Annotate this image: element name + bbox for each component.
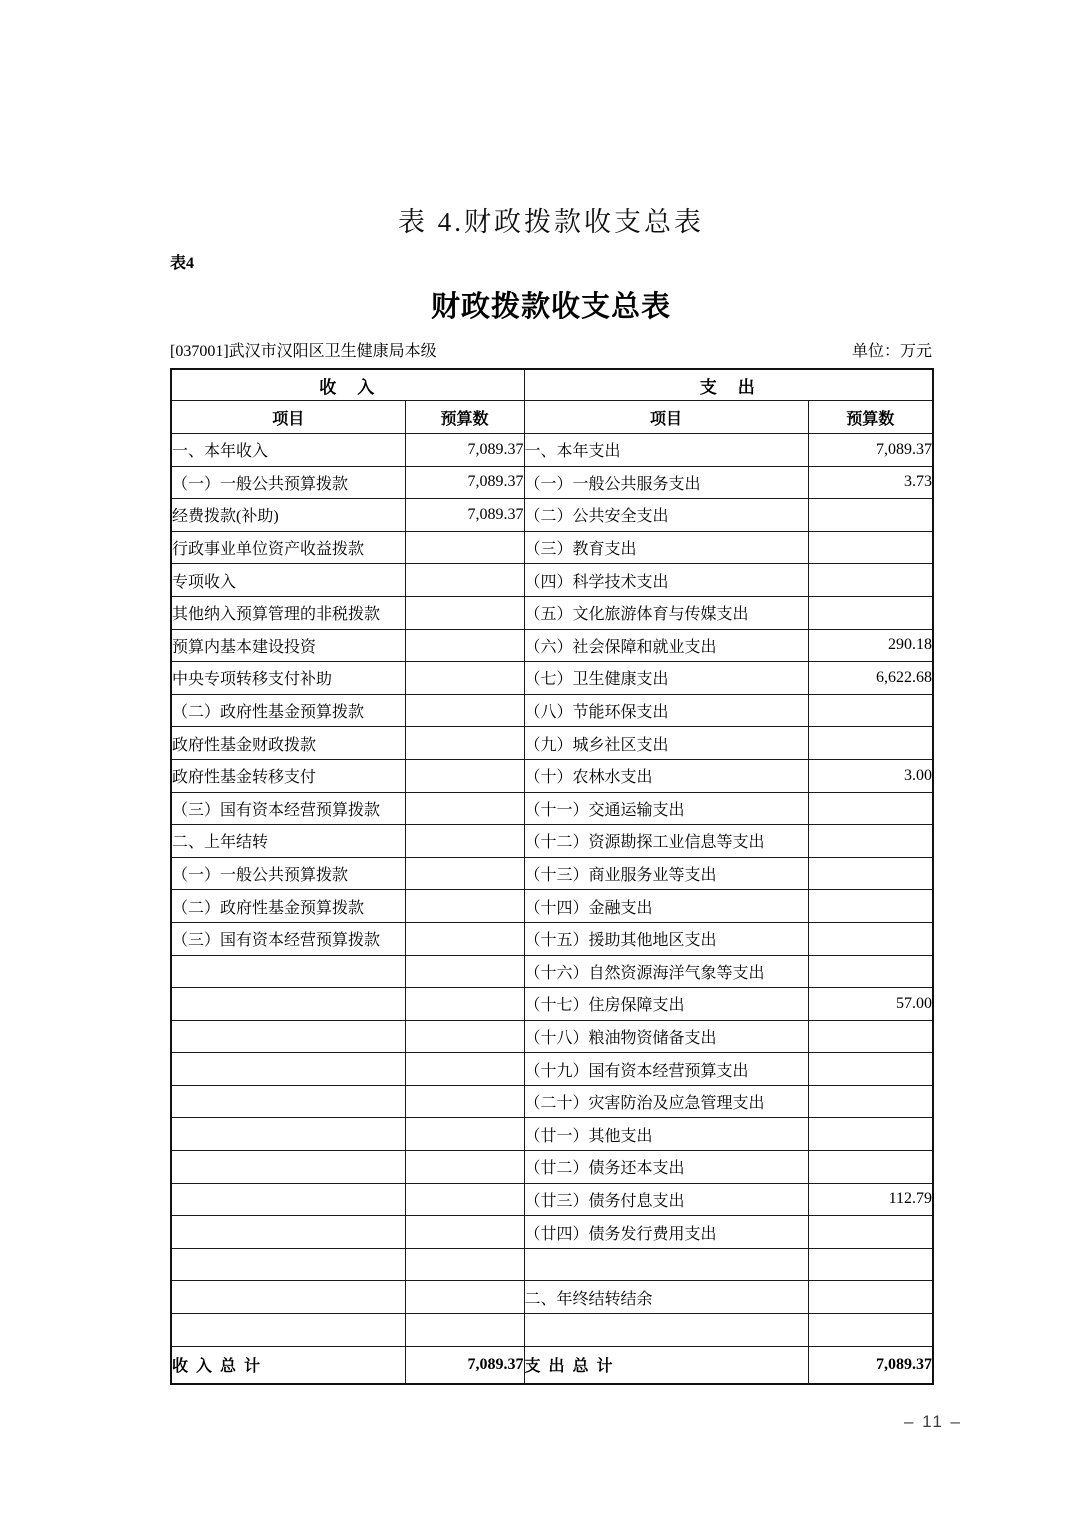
- income-value-cell: [405, 1151, 524, 1184]
- budget-table: [170, 368, 934, 1385]
- table-row: [171, 1053, 933, 1086]
- income-value-cell: [405, 1248, 524, 1281]
- expenditure-budget-header: 预算数: [808, 401, 933, 434]
- expenditure-item-cell: （二）公共安全支出: [524, 499, 808, 532]
- expenditure-value-cell: [808, 1118, 933, 1151]
- table-row: [171, 564, 933, 597]
- expenditure-item-cell: （六）社会保障和就业支出: [524, 629, 808, 662]
- income-value-cell: [405, 955, 524, 988]
- income-item-cell: （三）国有资本经营预算拨款: [171, 792, 405, 825]
- income-value-cell: [405, 1085, 524, 1118]
- expenditure-item-cell: （十九）国有资本经营预算支出: [524, 1053, 808, 1086]
- expenditure-item-cell: 一、本年支出: [524, 434, 808, 467]
- income-budget-header: 预算数: [405, 401, 524, 434]
- table-row: [171, 759, 933, 792]
- expenditure-value-cell: 3.73: [808, 466, 933, 499]
- income-item-header: 项目: [171, 401, 405, 434]
- expenditure-total-label: 支 出 总 计: [524, 1346, 808, 1384]
- income-value-cell: 7,089.37: [405, 499, 524, 532]
- expenditure-item-cell: （九）城乡社区支出: [524, 727, 808, 760]
- income-value-cell: [405, 662, 524, 695]
- income-item-cell: 二、上年结转: [171, 825, 405, 858]
- column-header-row: [171, 401, 933, 434]
- expenditure-value-cell: [808, 792, 933, 825]
- table-row: [171, 662, 933, 695]
- expenditure-item-cell: （十七）住房保障支出: [524, 988, 808, 1021]
- page-number: – 11 –: [903, 1412, 962, 1431]
- table-row: [171, 466, 933, 499]
- income-item-cell: [171, 1053, 405, 1086]
- income-item-cell: 专项收入: [171, 564, 405, 597]
- expenditure-value-cell: [808, 727, 933, 760]
- table-row: [171, 988, 933, 1021]
- expenditure-value-cell: 57.00: [808, 988, 933, 1021]
- income-value-cell: [405, 694, 524, 727]
- expenditure-value-cell: [808, 1216, 933, 1249]
- expenditure-value-cell: [808, 1314, 933, 1347]
- income-item-cell: [171, 1118, 405, 1151]
- expenditure-item-cell: （廿三）债务付息支出: [524, 1183, 808, 1216]
- table-row: [171, 434, 933, 467]
- income-item-cell: 政府性基金转移支付: [171, 759, 405, 792]
- income-value-cell: [405, 1183, 524, 1216]
- table-row: [171, 1151, 933, 1184]
- expenditure-item-cell: （廿一）其他支出: [524, 1118, 808, 1151]
- expenditure-value-cell: 7,089.37: [808, 434, 933, 467]
- table-row: [171, 922, 933, 955]
- expenditure-item-cell: [524, 1248, 808, 1281]
- income-value-cell: [405, 1216, 524, 1249]
- table-row: [171, 1216, 933, 1249]
- income-item-cell: [171, 1281, 405, 1314]
- expenditure-item-cell: （十五）援助其他地区支出: [524, 922, 808, 955]
- expenditure-value-cell: [808, 1053, 933, 1086]
- expenditure-value-cell: [808, 564, 933, 597]
- expenditure-item-cell: （十四）金融支出: [524, 890, 808, 923]
- table-row: [171, 694, 933, 727]
- table-row: [171, 531, 933, 564]
- expenditure-item-cell: [524, 1314, 808, 1347]
- table-row: [171, 1118, 933, 1151]
- income-item-cell: 政府性基金财政拨款: [171, 727, 405, 760]
- expenditure-section-header: 支 出: [524, 369, 933, 401]
- expenditure-item-cell: （廿四）债务发行费用支出: [524, 1216, 808, 1249]
- table-row: [171, 1248, 933, 1281]
- income-item-cell: 经费拨款(补助): [171, 499, 405, 532]
- expenditure-value-cell: [808, 857, 933, 890]
- expenditure-item-cell: （七）卫生健康支出: [524, 662, 808, 695]
- expenditure-item-cell: （十六）自然资源海洋气象等支出: [524, 955, 808, 988]
- income-value-cell: [405, 629, 524, 662]
- expenditure-item-cell: （十三）商业服务业等支出: [524, 857, 808, 890]
- income-value-cell: [405, 564, 524, 597]
- income-section-header: 收 入: [171, 369, 524, 401]
- income-value-cell: [405, 825, 524, 858]
- expenditure-item-cell: （廿二）债务还本支出: [524, 1151, 808, 1184]
- section-header-row: [171, 369, 933, 401]
- income-item-cell: [171, 1216, 405, 1249]
- income-item-cell: 其他纳入预算管理的非税拨款: [171, 596, 405, 629]
- table-row: [171, 857, 933, 890]
- expenditure-value-cell: [808, 1020, 933, 1053]
- income-value-cell: [405, 792, 524, 825]
- income-item-cell: [171, 955, 405, 988]
- income-value-cell: [405, 759, 524, 792]
- expenditure-item-cell: （十二）资源勘探工业信息等支出: [524, 825, 808, 858]
- income-item-cell: [171, 988, 405, 1021]
- income-item-cell: [171, 1020, 405, 1053]
- income-item-cell: [171, 1183, 405, 1216]
- table-row: [171, 1020, 933, 1053]
- expenditure-value-cell: [808, 955, 933, 988]
- income-total-value: 7,089.37: [405, 1346, 524, 1384]
- expenditure-value-cell: [808, 1281, 933, 1314]
- expenditure-item-cell: （五）文化旅游体育与传媒支出: [524, 596, 808, 629]
- expenditure-item-cell: （四）科学技术支出: [524, 564, 808, 597]
- income-item-cell: [171, 1151, 405, 1184]
- income-item-cell: （二）政府性基金预算拨款: [171, 890, 405, 923]
- income-item-cell: 一、本年收入: [171, 434, 405, 467]
- expenditure-value-cell: [808, 596, 933, 629]
- income-item-cell: [171, 1248, 405, 1281]
- table-row: [171, 1314, 933, 1347]
- income-item-cell: （一）一般公共预算拨款: [171, 466, 405, 499]
- income-item-cell: 预算内基本建设投资: [171, 629, 405, 662]
- income-item-cell: （一）一般公共预算拨款: [171, 857, 405, 890]
- income-value-cell: [405, 1020, 524, 1053]
- expenditure-value-cell: 290.18: [808, 629, 933, 662]
- total-row: [171, 1346, 933, 1384]
- table-row: [171, 792, 933, 825]
- expenditure-value-cell: 112.79: [808, 1183, 933, 1216]
- income-item-cell: [171, 1314, 405, 1347]
- table-row: [171, 499, 933, 532]
- table-row: [171, 596, 933, 629]
- expenditure-value-cell: [808, 694, 933, 727]
- expenditure-value-cell: [808, 531, 933, 564]
- expenditure-item-cell: （十）农林水支出: [524, 759, 808, 792]
- income-value-cell: [405, 1053, 524, 1086]
- unit-label: 单位：万元: [851, 343, 932, 360]
- table-row: [171, 629, 933, 662]
- income-value-cell: [405, 857, 524, 890]
- expenditure-value-cell: [808, 1085, 933, 1118]
- expenditure-value-cell: [808, 499, 933, 532]
- income-value-cell: [405, 890, 524, 923]
- document-content: [170, 204, 932, 1385]
- expenditure-value-cell: [808, 1248, 933, 1281]
- expenditure-value-cell: [808, 890, 933, 923]
- income-value-cell: [405, 727, 524, 760]
- table-row: [171, 825, 933, 858]
- table-row: [171, 727, 933, 760]
- table-row: [171, 1281, 933, 1314]
- document-title: 表 4.财政拨款收支总表: [398, 207, 704, 237]
- expenditure-value-cell: 3.00: [808, 759, 933, 792]
- income-value-cell: [405, 596, 524, 629]
- income-value-cell: 7,089.37: [405, 434, 524, 467]
- expenditure-value-cell: [808, 1151, 933, 1184]
- income-value-cell: [405, 1314, 524, 1347]
- expenditure-item-cell: （十八）粮油物资储备支出: [524, 1020, 808, 1053]
- income-value-cell: [405, 922, 524, 955]
- expenditure-item-header: 项目: [524, 401, 808, 434]
- income-value-cell: 7,089.37: [405, 466, 524, 499]
- expenditure-item-cell: （二十）灾害防治及应急管理支出: [524, 1085, 808, 1118]
- expenditure-item-cell: （三）教育支出: [524, 531, 808, 564]
- expenditure-value-cell: [808, 922, 933, 955]
- income-item-cell: （三）国有资本经营预算拨款: [171, 922, 405, 955]
- income-total-label: 收 入 总 计: [171, 1346, 405, 1384]
- income-value-cell: [405, 988, 524, 1021]
- income-value-cell: [405, 531, 524, 564]
- table-row: [171, 1085, 933, 1118]
- table-main-title: 财政拨款收支总表: [430, 291, 671, 323]
- expenditure-item-cell: （八）节能环保支出: [524, 694, 808, 727]
- table-body: [171, 434, 933, 1347]
- expenditure-value-cell: [808, 825, 933, 858]
- income-item-cell: 中央专项转移支付补助: [171, 662, 405, 695]
- table-row: [171, 1183, 933, 1216]
- table-row: [171, 955, 933, 988]
- income-item-cell: [171, 1085, 405, 1118]
- table-info-row: [170, 342, 932, 362]
- income-value-cell: [405, 1118, 524, 1151]
- income-item-cell: 行政事业单位资产收益拨款: [171, 531, 405, 564]
- table-tag-label: 表4: [170, 255, 195, 272]
- expenditure-item-cell: 二、年终结转结余: [524, 1281, 808, 1314]
- income-item-cell: （二）政府性基金预算拨款: [171, 694, 405, 727]
- table-row: [171, 890, 933, 923]
- expenditure-value-cell: 6,622.68: [808, 662, 933, 695]
- expenditure-item-cell: （一）一般公共服务支出: [524, 466, 808, 499]
- org-code-label: [037001]武汉市汉阳区卫生健康局本级: [170, 343, 437, 360]
- income-value-cell: [405, 1281, 524, 1314]
- expenditure-total-value: 7,089.37: [808, 1346, 933, 1384]
- expenditure-item-cell: （十一）交通运输支出: [524, 792, 808, 825]
